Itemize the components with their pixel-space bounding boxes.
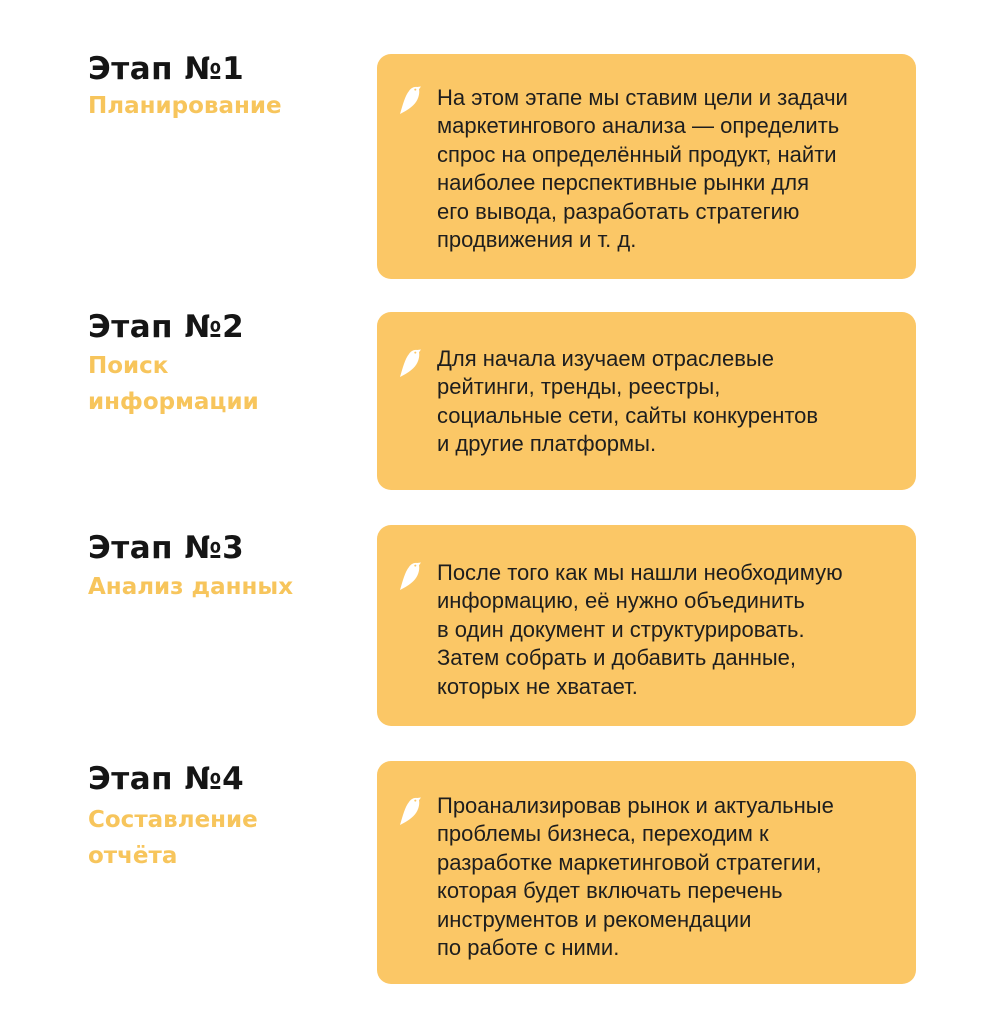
bird-icon xyxy=(398,348,424,378)
stage-3-subtitle: Анализ данных xyxy=(88,574,294,600)
stage-3-description: После того как мы нашли необходимую информацию, её нужно объединить в один документ и структурировать. Затем собрать и добавить данные, которых не хватает. xyxy=(437,560,843,699)
stage-3-title: Этап №3 xyxy=(88,530,245,566)
bird-icon xyxy=(398,796,424,826)
stage-2-card xyxy=(377,312,916,490)
stage-1-description: На этом этапе мы ставим цели и задачи маркетингового анализа — определить спрос на определённый продукт, найти наиболее перспективные рынки для его вывода, разработать стратегию продвижения и т. д. xyxy=(437,85,848,253)
stage-4-title: Этап №4 xyxy=(88,761,245,797)
stage-1-subtitle: Планирование xyxy=(88,93,282,119)
stage-1-card xyxy=(377,54,916,279)
stage-2-description: Для начала изучаем отраслевые рейтинги, тренды, реестры, социальные сети, сайты конкурентов и другие платформы. xyxy=(437,346,819,457)
stage-4-card xyxy=(377,761,916,984)
stage-1-title: Этап №1 xyxy=(88,51,245,87)
bird-icon xyxy=(398,85,424,115)
stage-4-description: Проанализировав рынок и актуальные проблемы бизнеса, переходим к разработке маркетинговой стратегии, которая будет включать перечень инструментов и рекомендации по работе с ними. xyxy=(437,793,834,961)
stage-2-title: Этап №2 xyxy=(88,309,245,345)
stage-4-subtitle: Составление отчёта xyxy=(88,807,258,869)
bird-icon xyxy=(398,561,424,591)
stage-2-subtitle: Поиск информации xyxy=(88,353,259,415)
stage-3-card xyxy=(377,525,916,726)
